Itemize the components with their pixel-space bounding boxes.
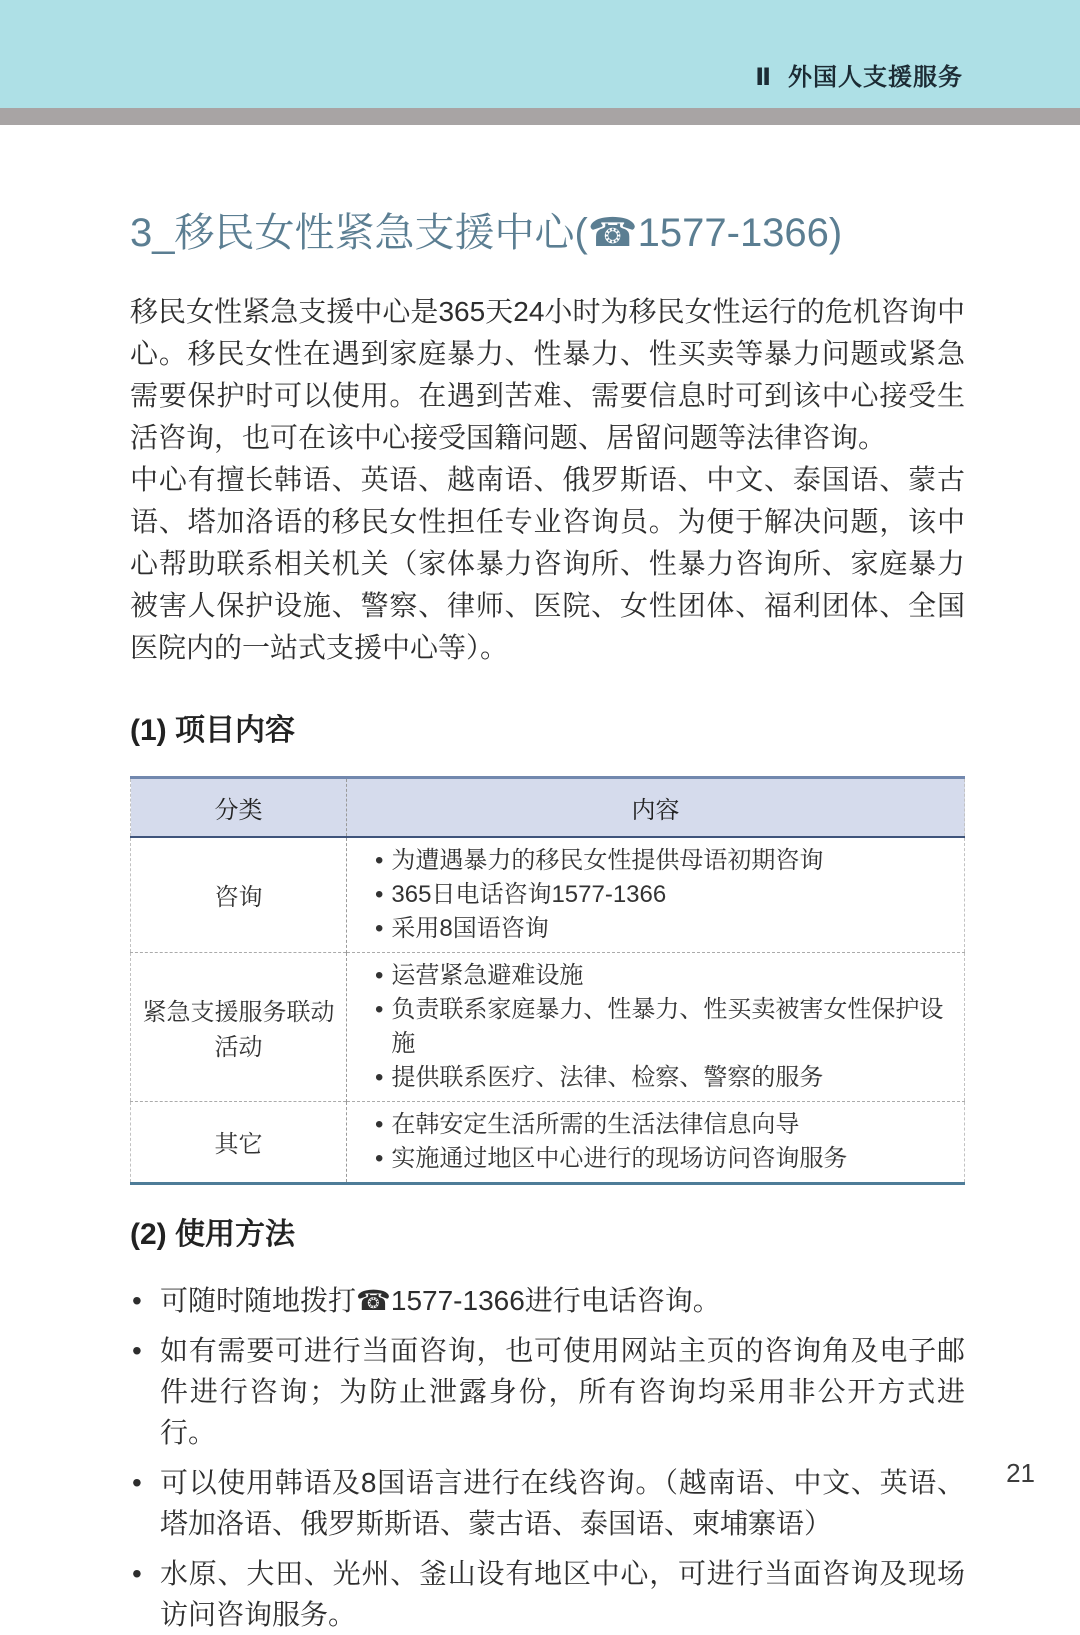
row-items [347, 837, 965, 953]
bullet-icon: • [375, 961, 384, 989]
table-row [131, 1101, 965, 1183]
bullet-text: 实施通过地区中心进行的现场访问咨询服务 [391, 1144, 848, 1172]
table-bullet-line [375, 1061, 954, 1095]
table-bullet-line [375, 878, 954, 912]
intro-text [130, 291, 965, 669]
header-divider-bar [0, 108, 1080, 125]
table-bullet-line [375, 1142, 954, 1176]
list-item [130, 1462, 965, 1544]
bullet-icon: • [375, 1110, 384, 1138]
table-bullet-line [375, 993, 954, 1061]
bullet-icon: • [375, 1144, 384, 1172]
intro-paragraph: 移民女性紧急支援中心是365天24小时为移民女性运行的危机咨询中心。移民女性在遇到家庭暴力、性暴力、性买卖等暴力问题或紧急需要保护时可以使用。在遇到苦难、需要信息时可到该中心接受生活咨询，也可在该中心接受国籍问题、居留问题等法律咨询。 [130, 296, 965, 453]
row-items [347, 1101, 965, 1183]
list-item [130, 1280, 965, 1321]
page-number: 21 [1006, 1458, 1035, 1488]
bullet-icon: • [132, 1284, 142, 1316]
bullet-icon: • [132, 1557, 142, 1589]
bullet-text: 为遭遇暴力的移民女性提供母语初期咨询 [391, 846, 824, 874]
bullet-icon: • [375, 995, 384, 1023]
section2-heading: (2) 使用方法 [130, 1217, 295, 1251]
row-category: 咨询 [214, 884, 263, 912]
section1-heading: (1) 项目内容 [130, 714, 295, 747]
column-header-category: 分类 [131, 777, 347, 837]
usage-method-list [130, 1280, 965, 1635]
chapter-header [755, 57, 963, 92]
table-header-row [131, 777, 965, 837]
bullet-text: 365日电话咨询1577-1366 [391, 880, 667, 908]
bullet-text: 提供联系医疗、法律、检察、警察的服务 [391, 1063, 824, 1091]
table-row [131, 837, 965, 953]
bullet-icon: • [132, 1466, 142, 1498]
bullet-icon: • [375, 846, 384, 874]
bullet-text: 负责联系家庭暴力、性暴力、性买卖被害女性保护设施 [391, 995, 944, 1057]
chapter-numeral: Ⅱ [755, 64, 772, 91]
program-content-table [130, 776, 965, 1185]
row-category: 其它 [131, 1101, 347, 1183]
intro-paragraph: 中心有擅长韩语、英语、越南语、俄罗斯语、中文、泰国语、蒙古语、塔加洛语的移民女性担任专业咨询员。为便于解决问题，该中心帮助联系相关机关（家体暴力咨询所、性暴力咨询所、家庭暴力被害人保护设施、警察、律师、医院、女性团体、福利团体、全国医院内的一站式支援中心等）。 [130, 464, 965, 663]
row-category: 紧急支援服务联动活动 [131, 952, 347, 1101]
chapter-header-band [0, 0, 1080, 108]
bullet-text: 运营紧急避难设施 [391, 961, 584, 989]
list-item-text: 可随时随地拨打☎1577-1366进行电话咨询。 [160, 1284, 721, 1316]
bullet-icon: • [375, 880, 384, 908]
column-header-content: 内容 [347, 777, 965, 837]
list-item-text: 水原、大田、光州、釜山设有地区中心，可进行当面咨询及现场访问咨询服务。 [160, 1557, 965, 1630]
bullet-icon: • [375, 1063, 384, 1091]
table-bullet-line [375, 1108, 954, 1142]
page-content [130, 209, 965, 1635]
bullet-text: 在韩安定生活所需的生活法律信息向导 [391, 1110, 800, 1138]
list-item [130, 1553, 965, 1635]
bullet-icon: • [132, 1334, 142, 1366]
bullet-text: 采用8国语咨询 [391, 914, 549, 942]
chapter-title: 外国人支援服务 [788, 64, 963, 91]
list-item-text: 可以使用韩语及8国语言进行在线咨询。（越南语、中文、英语、塔加洛语、俄罗斯斯语、蒙古语、泰国语、柬埔寨语） [160, 1466, 965, 1539]
table-bullet-line [375, 959, 954, 993]
table-row [131, 952, 965, 1101]
list-item [130, 1330, 965, 1453]
row-items [347, 952, 965, 1101]
list-item-text: 如有需要可进行当面咨询，也可使用网站主页的咨询角及电子邮件进行咨询；为防止泄露身份，所有咨询均采用非公开方式进行。 [160, 1334, 965, 1448]
page-title: 3_移民女性紧急支援中心(☎1577-1366) [130, 211, 843, 255]
table-bullet-line [375, 844, 954, 878]
table-bullet-line [375, 912, 954, 946]
bullet-icon: • [375, 914, 384, 942]
